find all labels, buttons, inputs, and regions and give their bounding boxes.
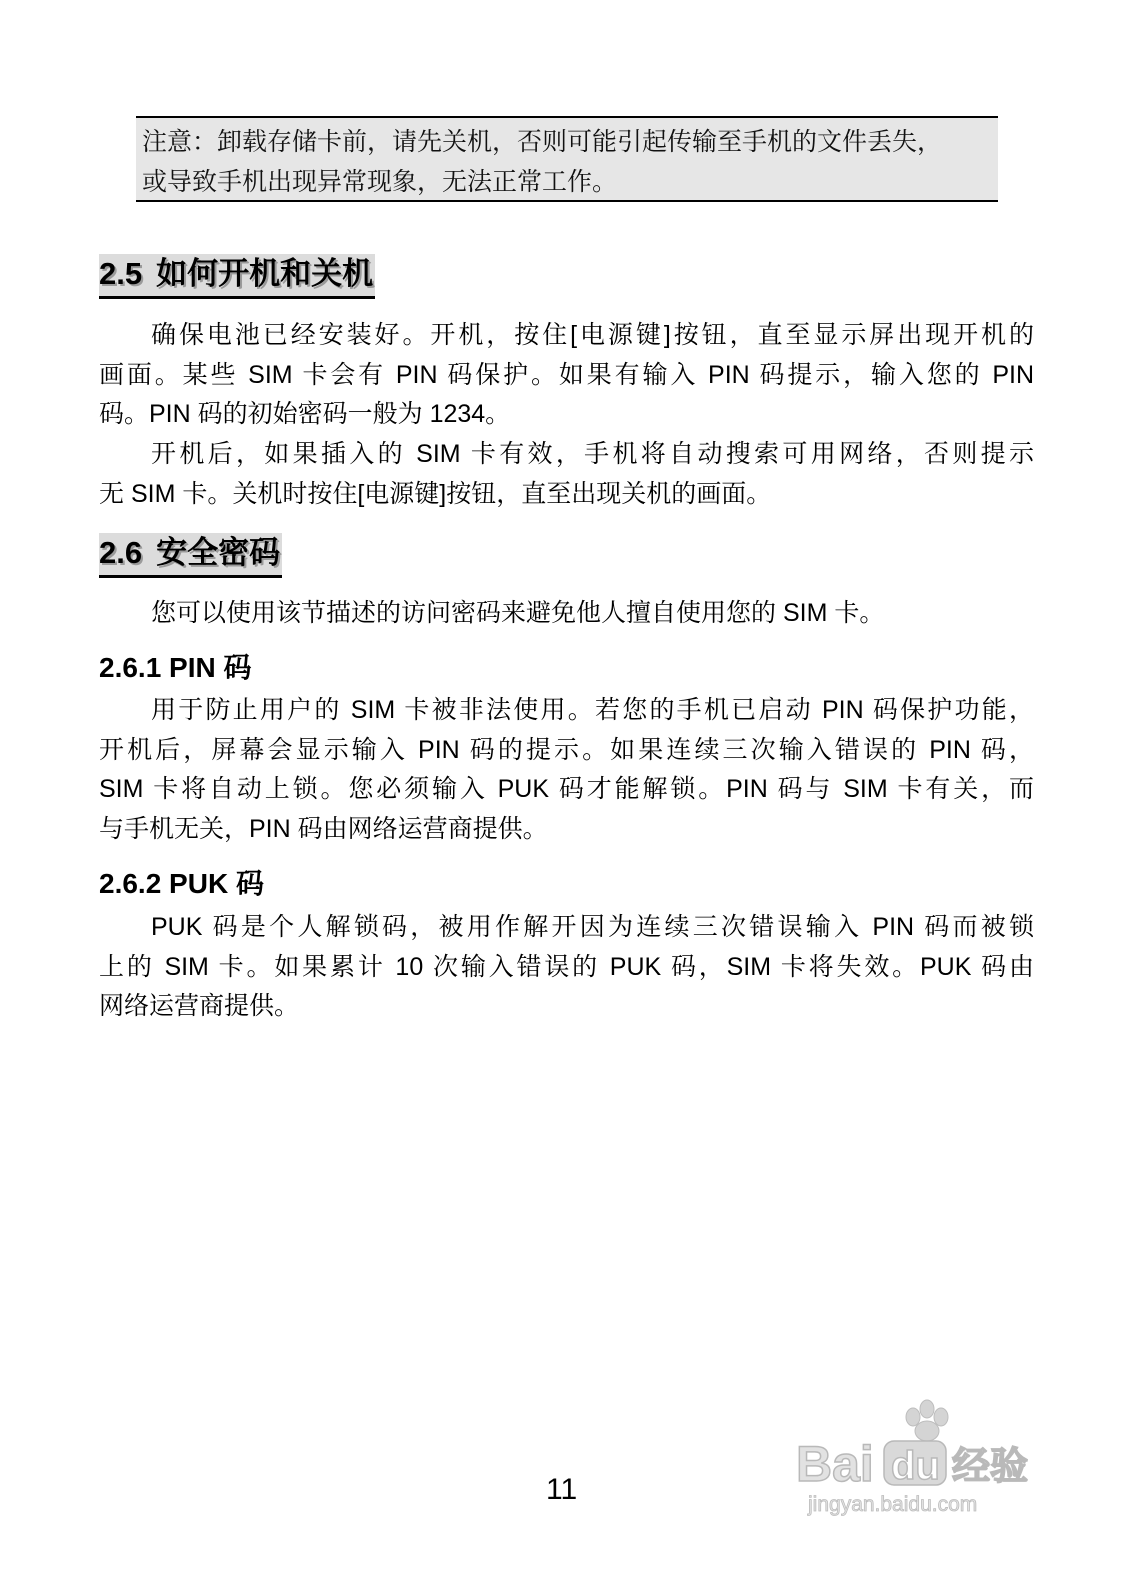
page-number: 11 xyxy=(546,1473,578,1506)
text-line: 画面。某些 SIM 卡会有 PIN 码保护。如果有输入 PIN 码提示，输入您的 PIN xyxy=(99,360,1034,389)
text-line: 用于防止用户的 SIM 卡被非法使用。若您的手机已启动 PIN 码保护功能， xyxy=(151,696,1034,724)
text-line: 确保电池已经安装好。开机，按住[电源键]按钮，直至显示屏出现开机的 xyxy=(151,321,1034,349)
watermark-url: jingyan.baidu.com xyxy=(808,1493,978,1516)
text-line: 无 SIM 卡。关机时按住[电源键]按钮，直至出现关机的画面。 xyxy=(99,479,772,508)
section-title: 如何开机和关机 xyxy=(156,256,374,291)
text-line: 开机后，屏幕会显示输入 PIN 码的提示。如果连续三次输入错误的 PIN 码， xyxy=(99,735,1034,764)
paragraph-security-intro xyxy=(99,594,1034,634)
text-line: 上的 SIM 卡。如果累计 10 次输入错误的 PUK 码，SIM 卡将失效。PUK 码由 xyxy=(99,952,1034,981)
section-heading-2-5 xyxy=(99,254,375,299)
note-box xyxy=(136,116,998,202)
text-line: PUK 码是个人解锁码，被用作解开因为连续三次错误输入 PIN 码而被锁 xyxy=(151,913,1034,941)
text-line: 开机后，如果插入的 SIM 卡有效，手机将自动搜索可用网络，否则提示 xyxy=(151,440,1034,468)
paragraph-power-on xyxy=(99,316,1034,435)
section-title: 安全密码 xyxy=(156,535,281,570)
svg-text:经验: 经验 xyxy=(952,1444,1029,1488)
text-line: 码。PIN 码的初始密码一般为 1234。 xyxy=(99,400,511,428)
subsection-heading-pin: 2.6.1 PIN 码 xyxy=(99,652,252,683)
section-heading-2-6 xyxy=(99,533,282,578)
paw-icon xyxy=(906,1400,948,1441)
text-line: 网络运营商提供。 xyxy=(99,992,300,1020)
paragraph-power-off xyxy=(99,435,1034,514)
text-line: 您可以使用该节描述的访问密码来避免他人擅自使用您的 SIM 卡。 xyxy=(151,599,885,627)
svg-text:Bai: Bai xyxy=(796,1436,874,1492)
note-line: 或导致手机出现异常现象，无法正常工作。 xyxy=(142,167,618,196)
svg-text:du: du xyxy=(891,1444,940,1488)
paragraph-puk xyxy=(99,908,1034,1027)
baidu-jingyan-watermark xyxy=(790,1395,1060,1525)
paragraph-pin xyxy=(99,691,1034,849)
note-line: 注意：卸载存储卡前，请先关机，否则可能引起传输至手机的文件丢失， xyxy=(142,127,943,156)
text-line: SIM 卡将自动上锁。您必须输入 PUK 码才能解锁。PIN 码与 SIM 卡有关，而 xyxy=(99,775,1034,803)
subsection-heading-puk: 2.6.2 PUK 码 xyxy=(99,868,264,899)
section-number: 2.5 xyxy=(99,256,143,291)
text-line: 与手机无关，PIN 码由网络运营商提供。 xyxy=(99,814,548,843)
section-number: 2.6 xyxy=(99,535,143,570)
